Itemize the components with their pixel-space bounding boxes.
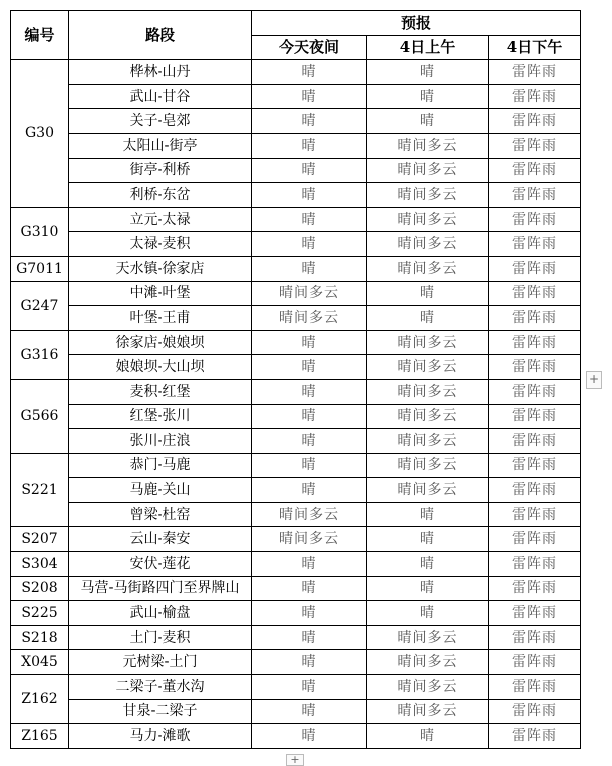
route-id-cell: Z162 bbox=[11, 675, 69, 724]
table-row bbox=[11, 724, 581, 749]
segment-cell: 立元-太禄 bbox=[69, 207, 252, 232]
table-row bbox=[11, 502, 581, 527]
weather-forecast-table bbox=[10, 10, 581, 749]
segment-cell: 红堡-张川 bbox=[69, 404, 252, 429]
table-row bbox=[11, 60, 581, 85]
forecast-afternoon-cell: 雷阵雨 bbox=[489, 355, 581, 380]
forecast-morning-cell: 晴间多云 bbox=[367, 183, 489, 208]
forecast-morning-cell: 晴间多云 bbox=[367, 478, 489, 503]
forecast-morning-cell: 晴间多云 bbox=[367, 650, 489, 675]
segment-cell: 马营-马街路四门至界牌山 bbox=[69, 576, 252, 601]
segment-cell: 太阳山-街亭 bbox=[69, 133, 252, 158]
forecast-tonight-cell: 晴 bbox=[252, 109, 367, 134]
table-row bbox=[11, 478, 581, 503]
header-period-tonight: 今天夜间 bbox=[252, 35, 367, 60]
forecast-tonight-cell: 晴间多云 bbox=[252, 527, 367, 552]
header-row-top bbox=[11, 11, 581, 36]
segment-cell: 叶堡-王甫 bbox=[69, 306, 252, 331]
table-row bbox=[11, 576, 581, 601]
forecast-tonight-cell: 晴 bbox=[252, 256, 367, 281]
forecast-afternoon-cell: 雷阵雨 bbox=[489, 379, 581, 404]
segment-cell: 街亭-利桥 bbox=[69, 158, 252, 183]
route-id-cell: G247 bbox=[11, 281, 69, 330]
forecast-morning-cell: 晴 bbox=[367, 281, 489, 306]
table-row bbox=[11, 453, 581, 478]
table-row bbox=[11, 355, 581, 380]
segment-cell: 麦积-红堡 bbox=[69, 379, 252, 404]
forecast-tonight-cell: 晴间多云 bbox=[252, 306, 367, 331]
forecast-morning-cell: 晴间多云 bbox=[367, 404, 489, 429]
forecast-tonight-cell: 晴 bbox=[252, 133, 367, 158]
add-row-button[interactable]: + bbox=[286, 754, 304, 766]
table-row bbox=[11, 379, 581, 404]
table-row bbox=[11, 404, 581, 429]
route-id-cell: S225 bbox=[11, 601, 69, 626]
forecast-afternoon-cell: 雷阵雨 bbox=[489, 330, 581, 355]
table-row bbox=[11, 183, 581, 208]
forecast-tonight-cell: 晴 bbox=[252, 724, 367, 749]
table-row bbox=[11, 207, 581, 232]
segment-cell: 天水镇-徐家店 bbox=[69, 256, 252, 281]
route-id-cell: G30 bbox=[11, 60, 69, 208]
table-row bbox=[11, 650, 581, 675]
forecast-afternoon-cell: 雷阵雨 bbox=[489, 453, 581, 478]
forecast-afternoon-cell: 雷阵雨 bbox=[489, 478, 581, 503]
forecast-tonight-cell: 晴 bbox=[252, 625, 367, 650]
route-id-cell: G316 bbox=[11, 330, 69, 379]
route-id-cell: G566 bbox=[11, 379, 69, 453]
segment-cell: 土门-麦积 bbox=[69, 625, 252, 650]
route-id-cell: S304 bbox=[11, 552, 69, 577]
forecast-tonight-cell: 晴 bbox=[252, 699, 367, 724]
forecast-morning-cell: 晴间多云 bbox=[367, 207, 489, 232]
forecast-morning-cell: 晴间多云 bbox=[367, 675, 489, 700]
forecast-morning-cell: 晴 bbox=[367, 576, 489, 601]
forecast-afternoon-cell: 雷阵雨 bbox=[489, 109, 581, 134]
forecast-afternoon-cell: 雷阵雨 bbox=[489, 281, 581, 306]
forecast-tonight-cell: 晴 bbox=[252, 429, 367, 454]
forecast-morning-cell: 晴 bbox=[367, 502, 489, 527]
forecast-afternoon-cell: 雷阵雨 bbox=[489, 256, 581, 281]
forecast-tonight-cell: 晴 bbox=[252, 183, 367, 208]
forecast-morning-cell: 晴间多云 bbox=[367, 330, 489, 355]
segment-cell: 徐家店-娘娘坝 bbox=[69, 330, 252, 355]
route-id-cell: X045 bbox=[11, 650, 69, 675]
segment-cell: 关子-皂郊 bbox=[69, 109, 252, 134]
forecast-morning-cell: 晴 bbox=[367, 724, 489, 749]
forecast-tonight-cell: 晴 bbox=[252, 576, 367, 601]
header-id: 编号 bbox=[11, 11, 69, 60]
forecast-tonight-cell: 晴 bbox=[252, 158, 367, 183]
table-row bbox=[11, 675, 581, 700]
segment-cell: 桦林-山丹 bbox=[69, 60, 252, 85]
forecast-afternoon-cell: 雷阵雨 bbox=[489, 502, 581, 527]
forecast-tonight-cell: 晴 bbox=[252, 404, 367, 429]
forecast-tonight-cell: 晴 bbox=[252, 379, 367, 404]
forecast-morning-cell: 晴 bbox=[367, 527, 489, 552]
route-id-cell: G7011 bbox=[11, 256, 69, 281]
forecast-tonight-cell: 晴间多云 bbox=[252, 281, 367, 306]
forecast-afternoon-cell: 雷阵雨 bbox=[489, 306, 581, 331]
route-id-cell: Z165 bbox=[11, 724, 69, 749]
forecast-tonight-cell: 晴 bbox=[252, 207, 367, 232]
forecast-tonight-cell: 晴 bbox=[252, 453, 367, 478]
forecast-tonight-cell: 晴 bbox=[252, 601, 367, 626]
segment-cell: 娘娘坝-大山坝 bbox=[69, 355, 252, 380]
forecast-tonight-cell: 晴间多云 bbox=[252, 502, 367, 527]
segment-cell: 中滩-叶堡 bbox=[69, 281, 252, 306]
header-forecast: 预报 bbox=[252, 11, 581, 36]
forecast-afternoon-cell: 雷阵雨 bbox=[489, 404, 581, 429]
forecast-morning-cell: 晴间多云 bbox=[367, 429, 489, 454]
segment-cell: 元树梁-土门 bbox=[69, 650, 252, 675]
table-row bbox=[11, 699, 581, 724]
segment-cell: 利桥-东岔 bbox=[69, 183, 252, 208]
forecast-tonight-cell: 晴 bbox=[252, 675, 367, 700]
forecast-morning-cell: 晴 bbox=[367, 306, 489, 331]
table-row bbox=[11, 552, 581, 577]
forecast-tonight-cell: 晴 bbox=[252, 330, 367, 355]
table-row bbox=[11, 256, 581, 281]
forecast-afternoon-cell: 雷阵雨 bbox=[489, 601, 581, 626]
forecast-morning-cell: 晴间多云 bbox=[367, 133, 489, 158]
forecast-tonight-cell: 晴 bbox=[252, 650, 367, 675]
forecast-tonight-cell: 晴 bbox=[252, 355, 367, 380]
forecast-afternoon-cell: 雷阵雨 bbox=[489, 232, 581, 257]
segment-cell: 恭门-马鹿 bbox=[69, 453, 252, 478]
table-row bbox=[11, 84, 581, 109]
segment-cell: 安伏-莲花 bbox=[69, 552, 252, 577]
forecast-afternoon-cell: 雷阵雨 bbox=[489, 576, 581, 601]
forecast-morning-cell: 晴 bbox=[367, 552, 489, 577]
forecast-afternoon-cell: 雷阵雨 bbox=[489, 60, 581, 85]
table-row bbox=[11, 158, 581, 183]
forecast-morning-cell: 晴间多云 bbox=[367, 625, 489, 650]
forecast-tonight-cell: 晴 bbox=[252, 60, 367, 85]
table-row bbox=[11, 625, 581, 650]
forecast-morning-cell: 晴 bbox=[367, 84, 489, 109]
forecast-afternoon-cell: 雷阵雨 bbox=[489, 527, 581, 552]
forecast-morning-cell: 晴 bbox=[367, 109, 489, 134]
route-id-cell: S221 bbox=[11, 453, 69, 527]
table-row bbox=[11, 133, 581, 158]
table-row bbox=[11, 109, 581, 134]
forecast-tonight-cell: 晴 bbox=[252, 552, 367, 577]
segment-cell: 马力-滩歌 bbox=[69, 724, 252, 749]
route-id-cell: G310 bbox=[11, 207, 69, 256]
forecast-afternoon-cell: 雷阵雨 bbox=[489, 552, 581, 577]
add-column-button[interactable]: + bbox=[586, 371, 602, 389]
forecast-afternoon-cell: 雷阵雨 bbox=[489, 158, 581, 183]
forecast-afternoon-cell: 雷阵雨 bbox=[489, 183, 581, 208]
forecast-afternoon-cell: 雷阵雨 bbox=[489, 84, 581, 109]
forecast-afternoon-cell: 雷阵雨 bbox=[489, 724, 581, 749]
forecast-afternoon-cell: 雷阵雨 bbox=[489, 675, 581, 700]
forecast-afternoon-cell: 雷阵雨 bbox=[489, 699, 581, 724]
forecast-afternoon-cell: 雷阵雨 bbox=[489, 429, 581, 454]
forecast-morning-cell: 晴间多云 bbox=[367, 699, 489, 724]
forecast-tonight-cell: 晴 bbox=[252, 478, 367, 503]
forecast-tonight-cell: 晴 bbox=[252, 84, 367, 109]
forecast-afternoon-cell: 雷阵雨 bbox=[489, 625, 581, 650]
segment-cell: 张川-庄浪 bbox=[69, 429, 252, 454]
forecast-morning-cell: 晴间多云 bbox=[367, 453, 489, 478]
forecast-body bbox=[11, 60, 581, 749]
segment-cell: 武山-甘谷 bbox=[69, 84, 252, 109]
forecast-morning-cell: 晴 bbox=[367, 60, 489, 85]
segment-cell: 武山-榆盘 bbox=[69, 601, 252, 626]
header-period-morning: 4日上午 bbox=[367, 35, 489, 60]
forecast-afternoon-cell: 雷阵雨 bbox=[489, 207, 581, 232]
segment-cell: 马鹿-关山 bbox=[69, 478, 252, 503]
table-row bbox=[11, 306, 581, 331]
route-id-cell: S207 bbox=[11, 527, 69, 552]
route-id-cell: S218 bbox=[11, 625, 69, 650]
header-segment: 路段 bbox=[69, 11, 252, 60]
table-row bbox=[11, 281, 581, 306]
forecast-afternoon-cell: 雷阵雨 bbox=[489, 133, 581, 158]
table-row bbox=[11, 330, 581, 355]
forecast-morning-cell: 晴间多云 bbox=[367, 232, 489, 257]
table-row bbox=[11, 429, 581, 454]
forecast-morning-cell: 晴 bbox=[367, 601, 489, 626]
forecast-afternoon-cell: 雷阵雨 bbox=[489, 650, 581, 675]
forecast-tonight-cell: 晴 bbox=[252, 232, 367, 257]
segment-cell: 太禄-麦积 bbox=[69, 232, 252, 257]
header-period-afternoon: 4日下午 bbox=[489, 35, 581, 60]
segment-cell: 二梁子-董水沟 bbox=[69, 675, 252, 700]
forecast-morning-cell: 晴间多云 bbox=[367, 379, 489, 404]
segment-cell: 甘泉-二梁子 bbox=[69, 699, 252, 724]
segment-cell: 云山-秦安 bbox=[69, 527, 252, 552]
segment-cell: 曾梁-杜窑 bbox=[69, 502, 252, 527]
table-row bbox=[11, 527, 581, 552]
forecast-morning-cell: 晴间多云 bbox=[367, 256, 489, 281]
forecast-morning-cell: 晴间多云 bbox=[367, 158, 489, 183]
forecast-morning-cell: 晴间多云 bbox=[367, 355, 489, 380]
table-row bbox=[11, 232, 581, 257]
table-row bbox=[11, 601, 581, 626]
route-id-cell: S208 bbox=[11, 576, 69, 601]
